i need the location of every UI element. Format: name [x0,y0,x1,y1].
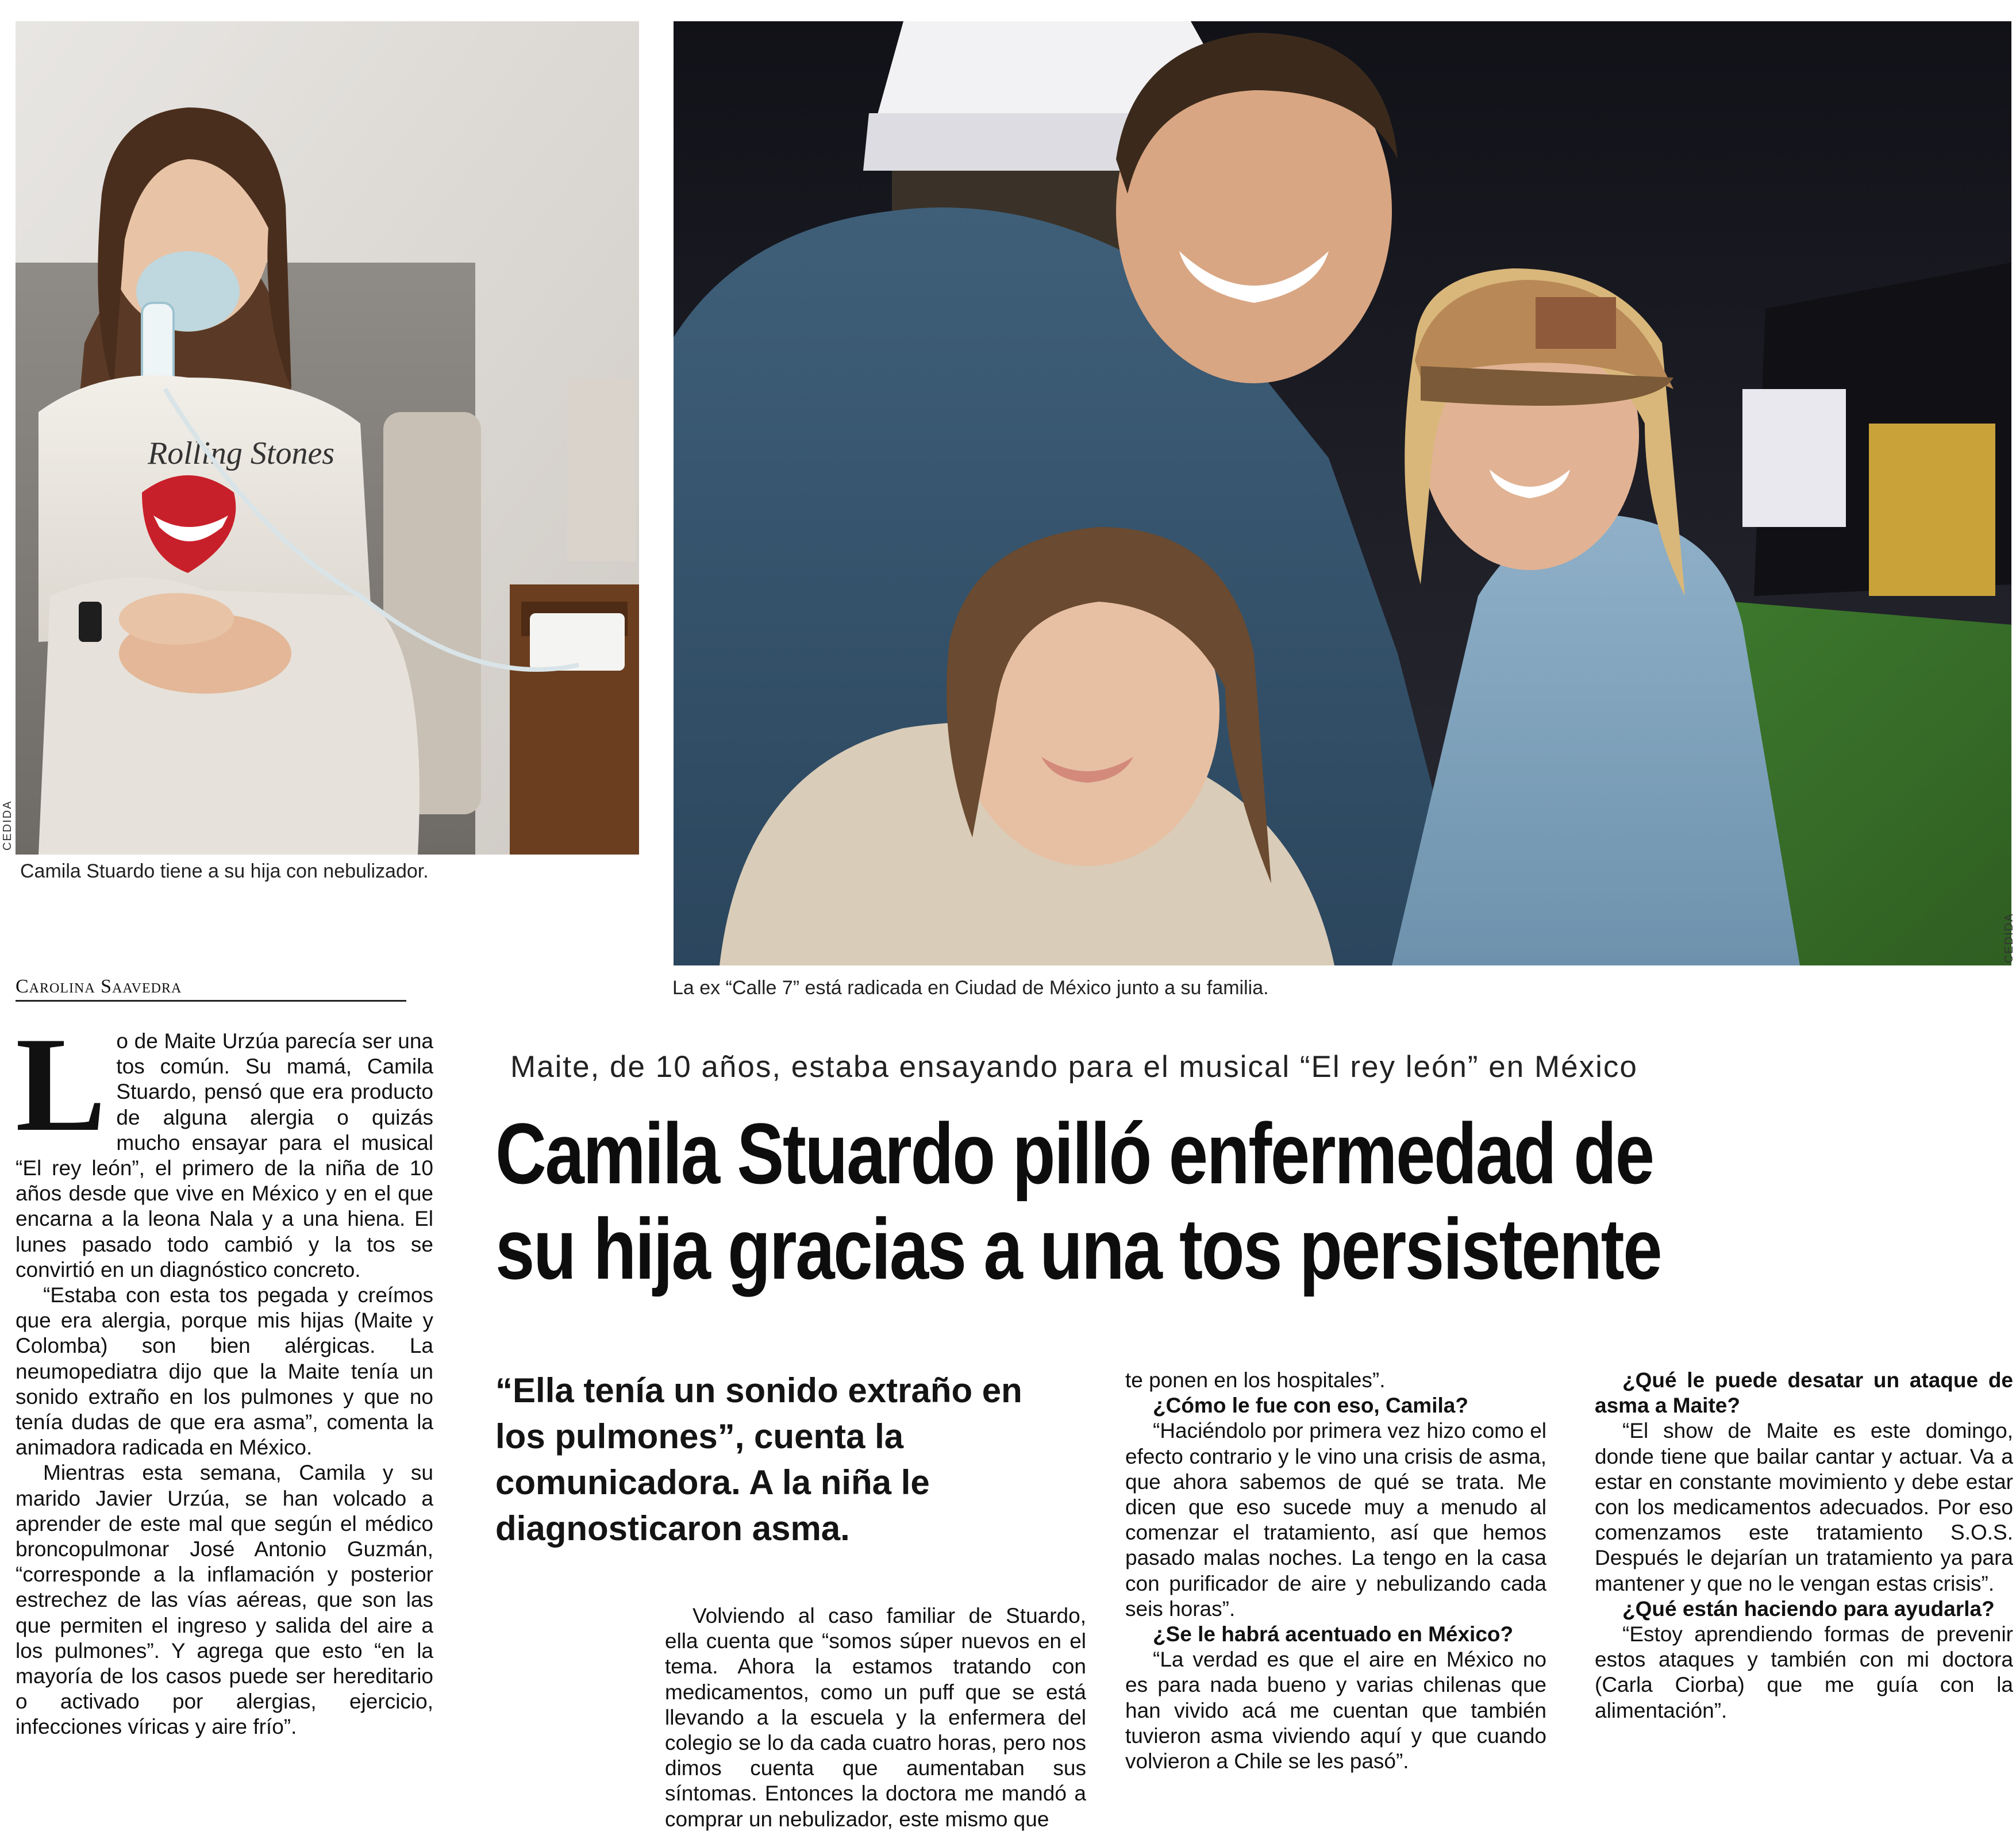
photo-credit-right: CEDIDA [2003,913,2015,963]
interview-answer: “Haciéndolo por primera vez hizo como el efecto contrario y le vino una crisis de asma, que ahora sabemos de qué se trata. Me dicen que eso sucede muy a menudo al comenzar el tratamiento, así que hemos pasado malas noches. La tengo en la casa con purificador de aire y nebulizando cada seis horas”. [1125,1419,1546,1621]
article-column-4 [1595,1368,2013,1723]
article-column-1 [16,1010,433,1740]
byline: Carolina Saavedra [16,976,406,1002]
photo-girl-nebulizer-image [16,21,639,855]
article-paragraph: Mientras esta semana, Camila y su marido Javier Urzúa, se han volcado a aprender de este mal que según el médico broncopulmonar José Antonio Guzmán, “corresponde a la inflamación y posterior estrechez de las vías aéreas, que son las que permiten el ingreso y salida del aire a los pulmones”. Y agrega que esto “en la mayoría de los casos puede ser hereditario o activado por alergias, ejercicio, infecciones víricas y aire frío”. [16,1461,433,1739]
photo-girl-nebulizer [16,21,639,855]
interview-question: ¿Cómo le fue con eso, Camila? [1153,1394,1468,1418]
drop-cap: L [16,1010,106,1160]
interview-answer: “La verdad es que el aire en México no es para nada bueno y varias chilenas que han vivido acá me cuentan que también tuvieron asma viviendo aquí y que cuando volvieron a Chile se les pasó”. [1125,1648,1546,1773]
deck-subheading: “Ella tenía un sonido extraño en los pulmones”, cuenta la comunicadora. A la niña le diagnosticaron asma. [495,1371,1022,1548]
paragraph-text: o de Maite Urzúa parecía ser una tos común. Su mamá, Camila Stuardo, pensó que era producto de alguna alergia o quizás mucho ensayar para el musical “El rey león”, el primero de la niña de 10 años desde que vive en México y en el que encarna a la leona Nala y a una hiena. El lunes pasado todo cambió y la tos se convirtió en un diagnóstico concreto. [16,1029,433,1282]
article-paragraph: te ponen en los hospitales”. [1125,1368,1386,1392]
photo-credit-left: CEDIDA [1,800,14,851]
kicker: Maite, de 10 años, estaba ensayando para el musical “El rey león” en México [510,1050,1638,1084]
interview-answer: “El show de Maite es este domingo, donde tiene que bailar cantar y actuar. Va a estar en constante movimiento y debe estar con los medicamentos adecuados. Por eso comenzamos este tratamiento S.O.S. Después le dejarían un tratamiento ya para mantener y que no le vengan estas crisis”. [1595,1419,2013,1595]
photo-family-selfie-image [674,21,2011,965]
photo-family-selfie [674,21,2011,965]
shirt-logo-text: Rolling Stones [148,436,335,471]
interview-question: ¿Qué le puede desatar un ataque de asma a Maite? [1595,1368,2013,1418]
interview-question: ¿Se le habrá acentuado en México? [1153,1622,1514,1646]
article-column-3 [1125,1368,1546,1774]
headline-line-2: su hija gracias a una tos persistente [495,1201,1661,1297]
headline-line-1: Camila Stuardo pilló enfermedad de [495,1105,1653,1202]
interview-question: ¿Qué están haciendo para ayudarla? [1622,1596,1995,1621]
article-paragraph [16,1010,433,1283]
interview-answer: “Estoy aprendiendo formas de prevenir estos ataques y también con mi doctora (Carla Ciorba) que me guía con la alimentación”. [1595,1622,2013,1722]
article-paragraph: Volviendo al caso familiar de Stuardo, ella cuenta que “somos súper nuevos en el tema. Ahora la estamos tratando con medicamentos, como un puff que se está llevando a la escuela y la enfermera del colegio se lo da cada cuatro horas, pero nos dimos cuenta que aumentaban sus síntomas. Entonces la doctora me mandó a comprar un nebulizador, este mismo que [665,1604,1086,1831]
article-column-2 [665,1603,1086,1832]
photo-caption-left: Camila Stuardo tiene a su hija con nebulizador. [20,860,429,882]
photo-caption-right: La ex “Calle 7” está radicada en Ciudad de México junto a su familia. [672,977,1269,999]
article-paragraph: “Estaba con esta tos pegada y creímos que era alergia, porque mis hijas (Maite y Colomba) son bien alérgicas. La neumopediatra dijo que la Maite tenía un sonido extraño en los pulmones y que no tenía dudas de que era asma”, comenta la animadora radicada en México. [16,1283,433,1460]
